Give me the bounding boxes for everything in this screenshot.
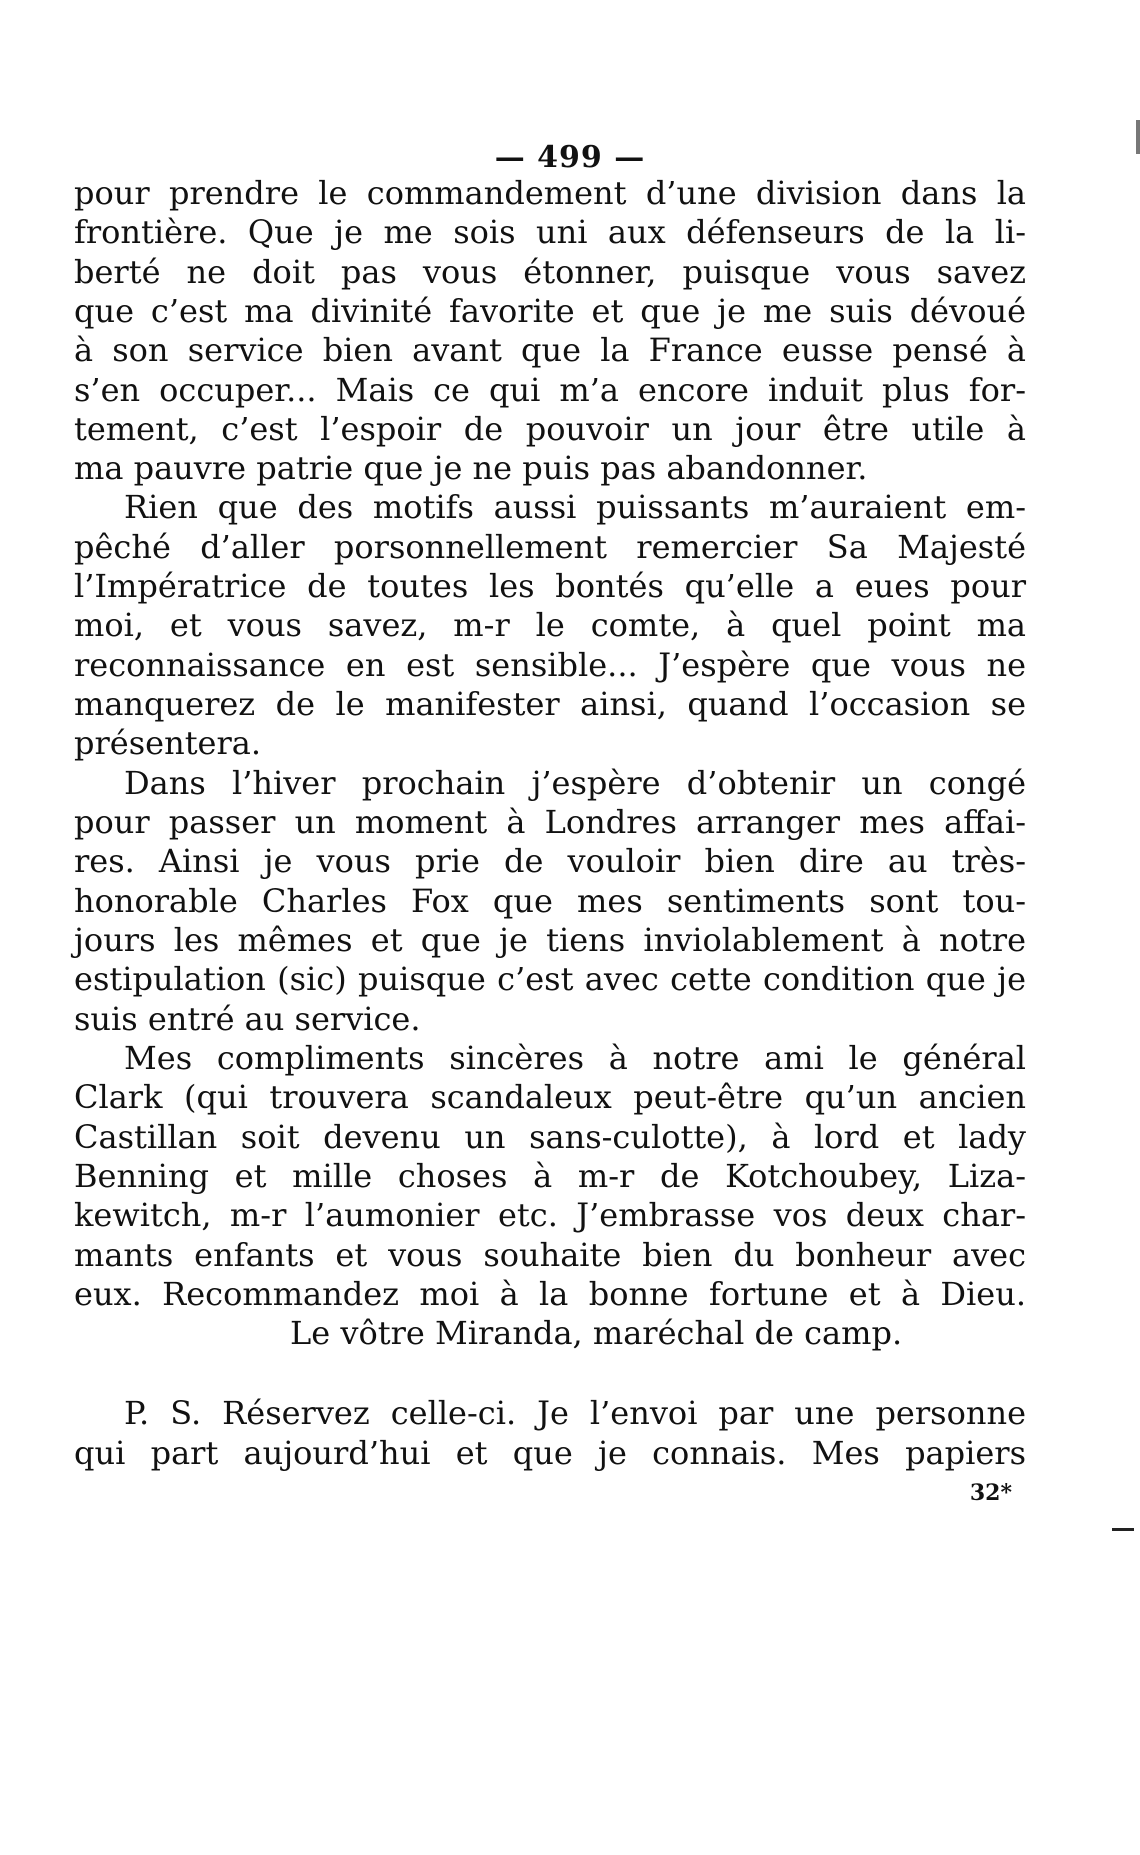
text-line: à son service bien avant que la France eusse pensé à <box>74 331 1026 369</box>
sheet-signature-mark: 32* <box>969 1480 1012 1506</box>
text-line: mants enfants et vous souhaite bien du bonheur avec <box>74 1236 1026 1274</box>
text-line: Mes compliments sincères à notre ami le général <box>124 1039 1026 1077</box>
text-line: estipulation (sic) puisque c’est avec cette condition que je <box>74 960 1026 998</box>
text-line: Benning et mille choses à m-r de Kotchoubey, Liza- <box>74 1157 1026 1195</box>
text-line: eux. Recommandez moi à la bonne fortune et à Dieu. <box>74 1275 1026 1313</box>
text-line: que c’est ma divinité favorite et que je me suis dévoué <box>74 292 1026 330</box>
text-line: manquerez de le manifester ainsi, quand l’occasion se <box>74 685 1026 723</box>
text-line: Clark (qui trouvera scandaleux peut-être qu’un ancien <box>74 1078 1026 1116</box>
text-line: res. Ainsi je vous prie de vouloir bien dire au très- <box>74 842 1026 880</box>
text-line: Rien que des motifs aussi puissants m’auraient em- <box>124 488 1026 526</box>
text-line: pêché d’aller porsonnellement remercier Sa Majesté <box>74 528 1026 566</box>
signature-line: Le vôtre Miranda, maréchal de camp. <box>290 1314 903 1352</box>
text-line: pour passer un moment à Londres arranger mes affai- <box>74 803 1026 841</box>
text-line: honorable Charles Fox que mes sentiments sont tou- <box>74 882 1026 920</box>
text-line: tement, c’est l’espoir de pouvoir un jour être utile à <box>74 410 1026 448</box>
text-line: ma pauvre patrie que je ne puis pas abandonner. <box>74 449 868 487</box>
text-line: s’en occuper... Mais ce qui m’a encore induit plus for- <box>74 371 1026 409</box>
text-line: pour prendre le commandement d’une division dans la <box>74 174 1026 212</box>
edge-mark <box>1112 1528 1134 1531</box>
page-number: — 499 — <box>494 140 646 175</box>
text-line: moi, et vous savez, m-r le comte, à quel point ma <box>74 606 1026 644</box>
text-line: l’Impératrice de toutes les bontés qu’elle a eues pour <box>74 567 1026 605</box>
text-line: kewitch, m-r l’aumonier etc. J’embrasse vos deux char- <box>74 1196 1026 1234</box>
text-line: jours les mêmes et que je tiens inviolablement à notre <box>74 921 1026 959</box>
text-line: présentera. <box>74 724 262 762</box>
text-line: Castillan soit devenu un sans-culotte), à lord et lady <box>74 1118 1026 1156</box>
postscript-line: P. S. Réservez celle-ci. Je l’envoi par une personne <box>124 1394 1026 1432</box>
text-line: frontière. Que je me sois uni aux défenseurs de la li- <box>74 213 1026 251</box>
text-line: suis entré au service. <box>74 1000 421 1038</box>
text-line: reconnaissance en est sensible... J’espère que vous ne <box>74 646 1026 684</box>
postscript-line: qui part aujourd’hui et que je connais. Mes papiers <box>74 1434 1026 1472</box>
edge-scan-mark <box>1136 120 1140 154</box>
text-line: berté ne doit pas vous étonner, puisque vous savez <box>74 253 1026 291</box>
text-line: Dans l’hiver prochain j’espère d’obtenir un congé <box>124 764 1026 802</box>
